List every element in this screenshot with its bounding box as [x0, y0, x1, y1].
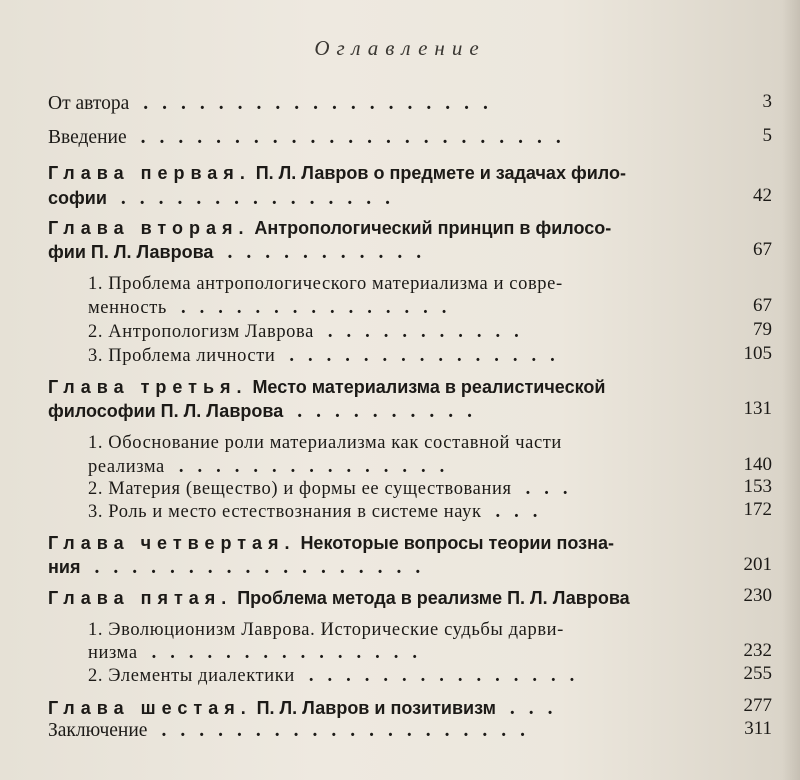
toc-entry-chapter-6[interactable]: Глава шестая. П. Л. Лавров и позитивизм ... [48, 698, 567, 719]
chapter-title: Проблема метода в реализме П. Л. Лаврова [237, 588, 630, 608]
toc-entry-section-3-2[interactable]: 2. Материя (вещество) и формы ее существования ... [88, 479, 582, 499]
toc-entry-section-3-3[interactable]: 3. Роль и место естествознания в системе наук ... [88, 502, 552, 522]
toc-entry-chapter-3[interactable] [48, 375, 712, 399]
page-title: Оглавление [314, 36, 486, 60]
section-title: 3. Проблема личности [88, 346, 276, 366]
page-number: 153 [743, 476, 772, 497]
page-number: 172 [743, 499, 772, 520]
page-number: 67 [753, 295, 772, 316]
toc-entry-title: От автора [48, 93, 130, 114]
toc-entry-section-5-2[interactable]: 2. Элементы диалектики ............... [88, 666, 589, 686]
page-number: 277 [743, 695, 772, 716]
page-number: 79 [753, 319, 772, 340]
toc-entry-chapter-2-cont: фии П. Л. Лаврова ........... [48, 242, 436, 263]
section-title: 1. Проблема антропологического материализма и совре- [88, 274, 563, 294]
toc-entry-chapter-2[interactable] [48, 216, 712, 240]
toc-entry-section-2-3[interactable]: 3. Проблема личности ............... [88, 346, 569, 366]
toc-entry-section-3-1-cont: реализма ............... [88, 457, 459, 477]
toc-entry-section-2-1-cont: менность ............... [88, 298, 461, 318]
chapter-title: фии П. Л. Лаврова [48, 242, 214, 262]
toc-entry-from-author[interactable]: От автора ................... [48, 93, 502, 114]
chapter-label: Глава шестая. [48, 698, 252, 718]
toc-entry-section-3-1[interactable] [88, 431, 712, 455]
chapter-title: П. Л. Лавров о предмете и задачах фило- [255, 163, 626, 183]
toc-entry-chapter-4[interactable] [48, 531, 712, 555]
chapter-title: ния [48, 557, 81, 577]
page-number: 232 [743, 640, 772, 661]
page-number: 230 [743, 585, 772, 606]
chapter-title: софии [48, 188, 107, 208]
chapter-label: Глава первая. [48, 163, 251, 183]
toc-entry-conclusion[interactable]: Заключение .................... [48, 720, 539, 741]
section-title: 2. Материя (вещество) и формы ее существования [88, 479, 512, 499]
chapter-label: Глава третья. [48, 377, 248, 397]
toc-entry-chapter-4-cont: ния .................. [48, 557, 435, 578]
chapter-title: философии П. Л. Лаврова [48, 401, 284, 421]
toc-entry-introduction[interactable]: Введение ....................... [48, 127, 575, 148]
section-title: 3. Роль и место естествознания в системе наук [88, 502, 482, 522]
page-number: 105 [743, 343, 772, 364]
toc-entry-section-5-1-cont: низма ............... [88, 643, 432, 663]
page-number: 140 [743, 454, 772, 475]
page-number: 67 [753, 239, 772, 260]
chapter-label: Глава пятая. [48, 588, 233, 608]
page-edge-shadow [782, 0, 800, 780]
toc-entry-section-2-2[interactable]: 2. Антропологизм Лаврова ........... [88, 322, 533, 342]
section-title: 2. Антропологизм Лаврова [88, 322, 314, 342]
section-title: 1. Обоснование роли материализма как составной части [88, 433, 562, 453]
section-title: 2. Элементы диалектики [88, 666, 295, 686]
section-title: менность [88, 298, 167, 318]
toc-entry-title: Введение [48, 127, 127, 148]
chapter-title: Место материализма в реалистической [252, 377, 606, 397]
section-title: 1. Эволюционизм Лаврова. Исторические судьбы дарви- [88, 620, 564, 640]
page-number: 131 [743, 398, 772, 419]
toc-entry-chapter-1-cont: софии ............... [48, 188, 405, 209]
chapter-title: Некоторые вопросы теории позна- [300, 533, 614, 553]
page-number: 3 [762, 91, 772, 112]
chapter-label: Глава четвертая. [48, 533, 296, 553]
toc-entry-section-5-1[interactable] [88, 618, 712, 642]
page-number: 311 [744, 718, 772, 739]
chapter-label: Глава вторая. [48, 218, 250, 238]
page-number: 255 [743, 663, 772, 684]
toc-entry-title: Заключение [48, 720, 148, 741]
toc-entry-section-2-1[interactable] [88, 272, 712, 296]
section-title: низма [88, 643, 138, 663]
chapter-title: Антропологический принцип в филосо- [254, 218, 612, 238]
page-number: 201 [743, 554, 772, 575]
page-number: 42 [753, 185, 772, 206]
chapter-title: П. Л. Лавров и позитивизм [256, 698, 496, 718]
page-number: 5 [762, 125, 772, 146]
toc-entry-chapter-3-cont: философии П. Л. Лаврова .......... [48, 401, 486, 422]
section-title: реализма [88, 457, 165, 477]
toc-entry-chapter-1[interactable] [48, 161, 712, 185]
toc-entry-chapter-5[interactable] [48, 586, 712, 610]
